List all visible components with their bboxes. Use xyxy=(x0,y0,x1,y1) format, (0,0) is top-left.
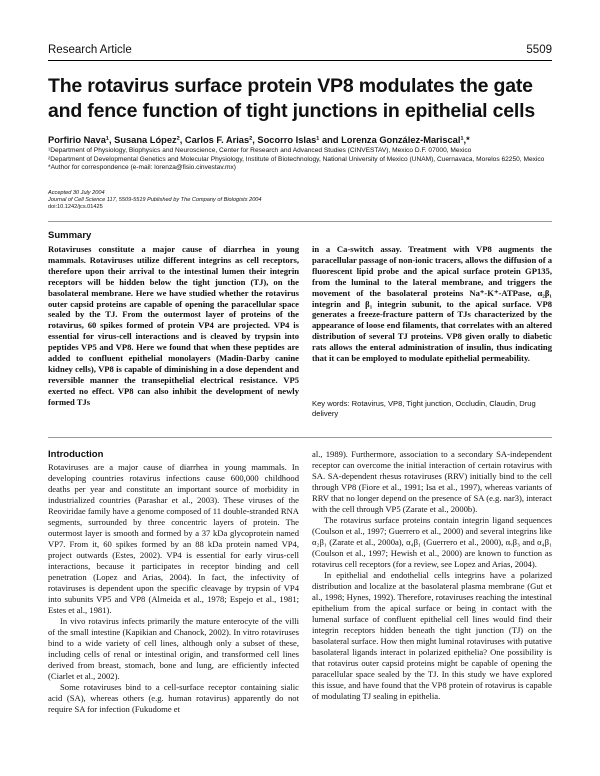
affiliation-1: ¹Department of Physiology, Biophysics and Neuroscience, Center for Research and Advanced Studies (CINVESTAV), Mexico D.F. 07000, Mexico xyxy=(48,147,472,154)
intro-paragraph-3: Some rotaviruses bind to a cell-surface receptor containing sialic acid (SA), whereas others (e.g. human rotavirus) apparently do not require SA for infection (Fukudome et xyxy=(48,682,299,714)
header-rule xyxy=(48,60,552,61)
intro-paragraph-2: In vivo rotavirus infects primarily the mature enterocyte of the villi of the small intestine (Kapikian and Chanock, 2002). In vitro rotaviruses bind to a wide variety of cell lines, although only a subset of these, including cells of renal or intestinal origin, and transformed cell lines derived from breast, stomach, bone and lung, are efficiently infected (Ciarlet et al., 2002). xyxy=(48,616,299,681)
body-left-column xyxy=(48,462,299,715)
affiliations xyxy=(48,147,553,173)
summary-heading: Summary xyxy=(48,230,92,241)
summary-top-rule xyxy=(48,221,552,222)
introduction-heading: Introduction xyxy=(48,449,104,460)
summary-left-column: Rotaviruses constitute a major cause of diarrhea in young mammals. Rotaviruses utilize different integrins as cell receptors, therefore upon their arrival to the intestinal lumen their integrin receptors will be hidden below the tight junction (TJ), on the basolateral membrane. Here we have studied whether the rotavirus outer capsid proteins are capable of opening the paracellular space sealed by the TJ. From the outermost layer of proteins of the rotavirus, 60 spikes formed of protein VP4 are projected. VP4 is essential for virus-cell interactions and is cleaved by trypsin into peptides VP5 and VP8. Here we found that when these peptides are added to confluent epithelial monolayers (Madin-Darby canine kidney cells), VP8 is capable of diminishing in a dose dependent and reversible manner the transepithelial electrical resistance. VP5 exerted no effect. VP8 can also inhibit the development of newly formed TJs xyxy=(48,244,299,407)
publication-info xyxy=(48,190,553,212)
section-label: Research Article xyxy=(48,44,132,56)
correspondence-note: *Author for correspondence (e-mail: lorenza@fisio.cinvestav.mx) xyxy=(48,164,236,172)
page-number: 5509 xyxy=(526,44,552,56)
running-head xyxy=(48,44,552,60)
affiliation-2: ²Department of Developmental Genetics and Molecular Physiology, Institute of Biotechnology, National University of Mexico (UNAM), Cuernavaca, Morelos 62250, Mexico xyxy=(48,155,545,163)
intro-paragraph-1: Rotaviruses are a major cause of diarrhea in young mammals. In developing countries rotavirus infections cause 600,000 childhood deaths per year and constitute an important source of morbidity in industrialized countries (Parashar et al., 2003). These viruses of the Reoviridae family have a genome composed of 11 double-stranded RNA segments, surrounded by three concentric layers of protein. The outermost layer is smooth and formed by a 37 kDa glycoprotein named VP7. From it, 60 spikes formed by an 88 kDa protein named VP4, project outwards (Estes, 2002). VP4 is essential for early virus-cell interactions, because it participates in receptor binding and cell penetration (Lopez and Arias, 2004). In fact, the infectivity of rotaviruses is dependent upon the specific cleavage by trypsin of VP4 into subunits VP5 and VP8 (Almeida et al., 1978; Espejo et al., 1981; Estes et al., 1981). xyxy=(48,462,299,615)
intro-paragraph-4: al., 1989). Furthermore, association to a secondary SA-independent receptor can overcome the initial interaction of certain rotavirus with SA. SA-dependent rhesus rotaviruses (RRV) initially bind to the cell through VP8 (Fiore et al., 1991; Isa et al., 1997), whereas variants of RRV that no longer depend on the presence of SA (e.g. nar3), interact with the cell through VP5 (Zarate et al., 2000b). xyxy=(312,449,552,514)
summary-bottom-rule xyxy=(48,437,552,438)
summary-right-column: in a Ca-switch assay. Treatment with VP8 augments the paracellular passage of non-ionic tracers, allows the diffusion of a fluorescent lipid probe and the apical surface protein GP135, from the luminal to the lateral membrane, and triggers the movement of the basolateral proteins Na⁺-K⁺-ATPase, α₂β₁ integrin and β₁ integrin subunit, to the apical surface. VP8 generates a freeze-fracture pattern of TJs characterized by the appearance of loose end filaments, that correlates with an altered distribution of several TJ proteins. VP8 given orally to diabetic rats allows the enteral administration of insulin, thus indicating that it can be employed to modulate epithelial permeability. xyxy=(312,244,552,364)
keywords: Key words: Rotavirus, VP8, Tight junction, Occludin, Claudin, Drug delivery xyxy=(312,399,536,418)
doi: doi:10.1242/jcs.01425 xyxy=(48,204,103,211)
author-list: Porfirio Nava¹, Susana López², Carlos F. Arias², Socorro Islas¹ and Lorenza González-Mariscal¹,* xyxy=(48,135,470,145)
journal-citation: Journal of Cell Science 117, 5509-5519 Published by The Company of Biologists 2004 xyxy=(48,197,262,204)
intro-paragraph-5: The rotavirus surface proteins contain integrin ligand sequences (Coulson et al., 1997; Guerrero et al., 2000) and several integrins like α₂β₁ (Zarate et al., 2000a), α₄β₁ (Guerrero et al., 2000), αᵥβ₃ and α₄β₁ (Coulson et al., 1997; Hewish et al., 2000) are known to function as rotavirus cell receptors (for a review, see Lopez and Arias, 2004). xyxy=(312,515,552,569)
article-title: The rotavirus surface protein VP8 modulates the gate and fence function of tight junctions in epithelial cells xyxy=(48,75,535,122)
intro-paragraph-6: In epithelial and endothelial cells integrins have a polarized distribution and localize at the basolateral plasma membrane (Gut et al., 1998; Hynes, 1992). Therefore, rotaviruses reaching the intestinal epithelium from the apical surface or being in contact with the lumenal surface of confluent epithelial cell lines would find their integrin receptors hidden beneath the tight junction (TJ) on the basolateral surface. How then might luminal rotaviruses with putative basolateral ligands interact in polarized epithelia? One possibility is that rotavirus outer capsid proteins might be capable of opening the paracellular space sealed by the TJ. In this study we have explored this issue, and have found that the VP8 protein of rotavirus is capable of modulating TJ sealing in epithelia. xyxy=(312,570,552,701)
accepted-date: Accepted 30 July 2004 xyxy=(48,190,105,196)
body-right-column xyxy=(312,449,552,702)
